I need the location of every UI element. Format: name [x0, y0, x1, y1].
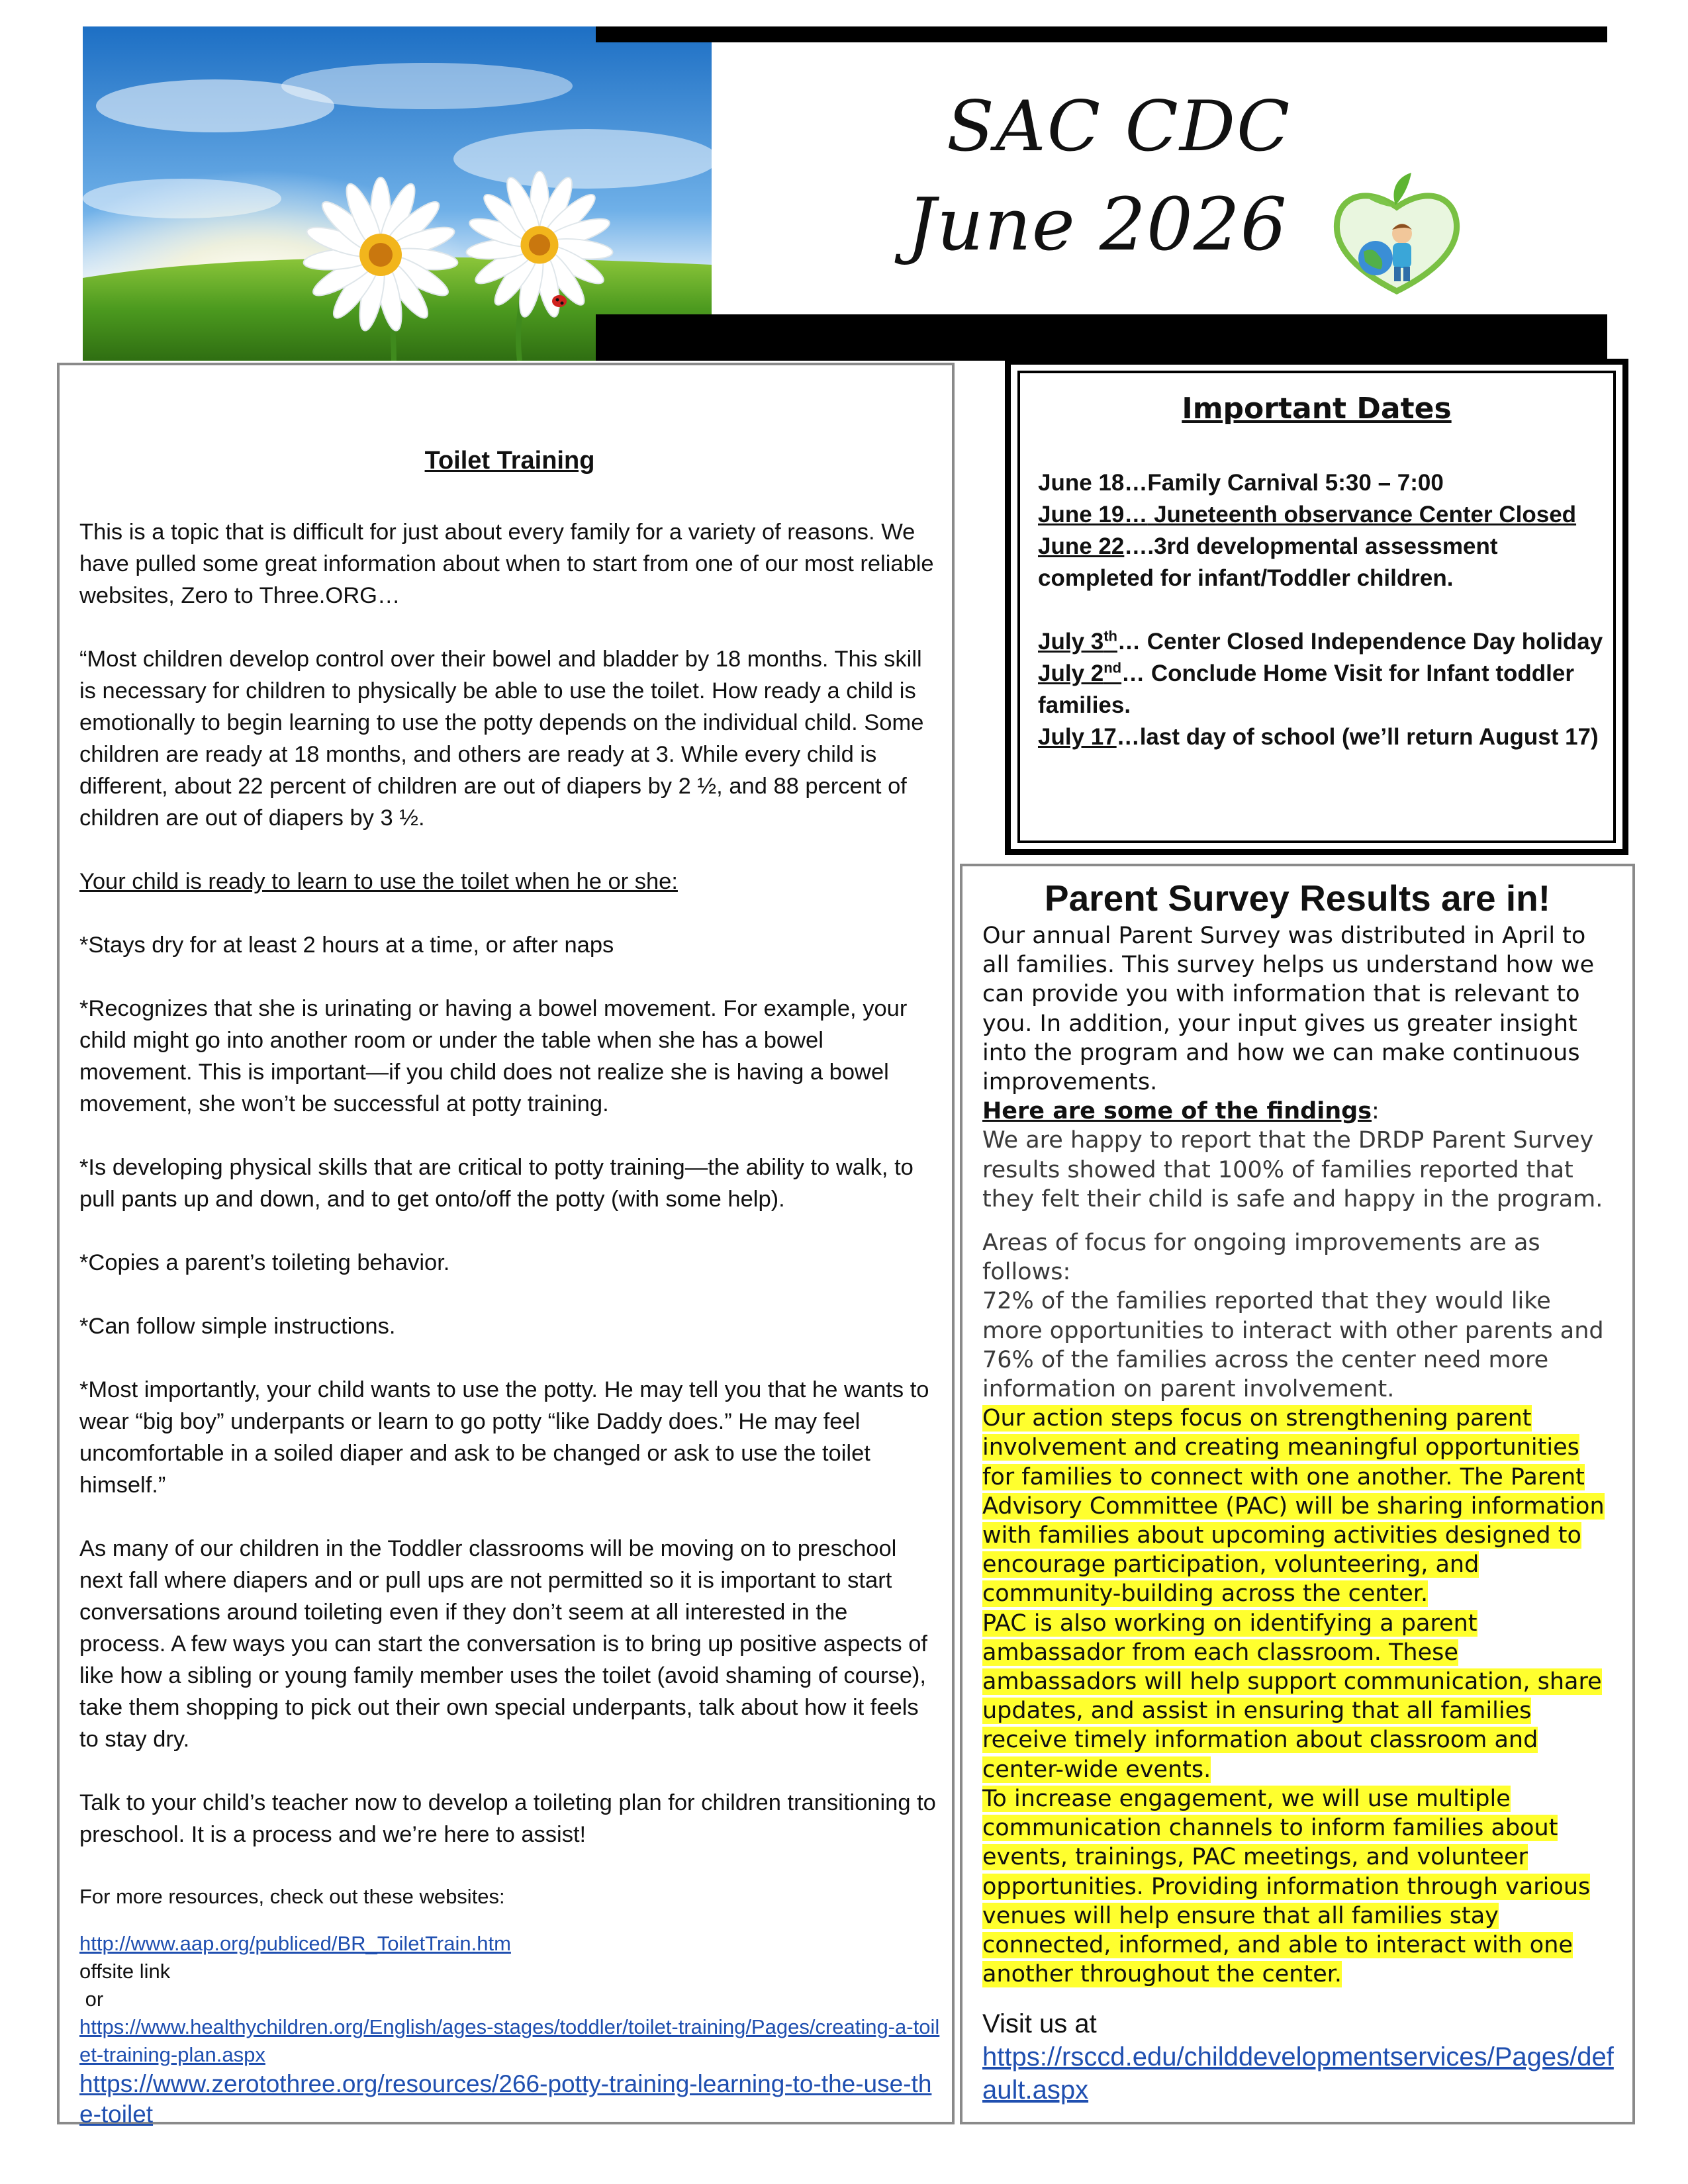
- date-suffix: nd: [1103, 659, 1122, 676]
- highlighted-text: PAC is also working on identifying a parent ambassador from each classroom. These ambassadors will help support communication, share updates, and assist in ensuring that all families receive timely information about classroom and center-wide events.: [982, 1610, 1602, 1783]
- findings-heading: [982, 1097, 1618, 1126]
- findings-colon: :: [1372, 1098, 1380, 1125]
- date-item: [1038, 499, 1607, 531]
- readiness-sign: *Recognizes that she is urinating or having a bowel movement. For example, your child might go into another room or under the table when she has a bowel movement. This is important—if you child does not realize she is having a bowel movement, she won’t be successful at potty training.: [79, 996, 908, 1116]
- healthychildren-link[interactable]: https://www.healthychildren.org/English/ages-stages/toddler/toilet-training/Pages/creating-a-toilet-training-plan.aspx: [79, 2015, 940, 2066]
- highlighted-text: To increase engagement, we will use multiple communication channels to inform families about events, trainings, PAC meetings, and volunteer opportunities. Providing information through various venues will help ensure that all families stay connected, informed, and able to interact with one another throughout the center.: [982, 1785, 1591, 1988]
- date-suffix: th: [1103, 627, 1117, 645]
- date-label: June 19…: [1038, 502, 1148, 527]
- readiness-sign: *Copies a parent’s toileting behavior.: [79, 1250, 450, 1275]
- visit-us: [982, 2007, 1618, 2107]
- article-intro: This is a topic that is difficult for just about every family for a variety of reasons. We have pulled some great information about when to start from one of our most reliable websites, Zero to Three.ORG…: [79, 520, 934, 608]
- date-label-text: July 2: [1038, 660, 1104, 686]
- survey-intro: Our annual Parent Survey was distributed in April to all families. This survey helps us understand how we can provide you with information that is relevant to you. In addition, your input gives us greater insight into the program and how we can make continuous improvements.: [982, 923, 1595, 1096]
- toilet-training-article: [79, 445, 940, 2130]
- zerotothree-link[interactable]: https://www.zerotothree.org/resources/266-potty-training-learning-to-the-use-the-toilet: [79, 2070, 932, 2128]
- date-item-underlined: [1038, 502, 1576, 527]
- newsletter-title: SAC CDC: [947, 86, 1291, 167]
- ambassador-paragraph: [982, 1609, 1618, 1784]
- important-dates-title-text: Important Dates: [1182, 392, 1452, 426]
- readiness-sign: *Is developing physical skills that are critical to potty training—the ability to walk, to pull pants up and down, and to get onto/off the potty (with some help).: [79, 1155, 914, 1212]
- apple-heart-logo-icon: [1324, 169, 1470, 301]
- daisy-field-illustration: [83, 26, 712, 361]
- readiness-sign: *Can follow simple instructions.: [79, 1314, 396, 1339]
- survey-body: [982, 921, 1618, 2107]
- readiness-sign: *Stays dry for at least 2 hours at a time, or after naps: [79, 933, 614, 958]
- or-label: or: [79, 1987, 104, 2011]
- date-label: [1038, 629, 1117, 655]
- article-title: Toilet Training: [424, 447, 595, 475]
- date-text: Juneteenth observance Center Closed: [1147, 502, 1577, 527]
- date-item: [1038, 467, 1607, 499]
- date-text: … Center Closed Independence Day holiday: [1117, 629, 1603, 655]
- date-item: [1038, 626, 1607, 658]
- date-label-text: July 3: [1038, 629, 1104, 655]
- resources-intro: For more resources, check out these websites:: [79, 1885, 505, 1908]
- engagement-paragraph: [982, 1784, 1618, 1989]
- resource-links: [79, 1930, 940, 2130]
- survey-happy-result: We are happy to report that the DRDP Parent Survey results showed that 100% of families reported that they felt their child is safe and happy in the program.: [982, 1127, 1603, 1212]
- date-text: … Conclude Home Visit for Infant toddler families.: [1038, 660, 1574, 718]
- important-dates-list: [1038, 467, 1607, 753]
- findings-label: Here are some of the findings: [982, 1098, 1372, 1125]
- header-bottom-bar: [596, 314, 1607, 361]
- date-label: June 22: [1038, 533, 1125, 559]
- date-text: ….3rd developmental assessment completed for infant/Toddler children.: [1038, 533, 1498, 591]
- date-item: [1038, 721, 1607, 753]
- date-item: [1038, 658, 1607, 721]
- date-label: July 17: [1038, 724, 1117, 750]
- readiness-sign: *Most importantly, your child wants to use the potty. He may tell you that he wants to wear “big boy” underpants or learn to go potty “like Daddy does.” He may feel uncomfortable in a soiled diaper and ask to be changed or ask to use the toilet himself.”: [79, 1377, 929, 1498]
- readiness-heading: Your child is ready to learn to use the toilet when he or she:: [79, 869, 678, 894]
- header-top-bar: [596, 26, 1607, 42]
- survey-title: Parent Survey Results are in!: [1044, 878, 1551, 919]
- aap-link[interactable]: http://www.aap.org/publiced/BR_ToiletTrain.htm: [79, 1932, 511, 1955]
- survey-focus-heading: Areas of focus for ongoing improvements are as follows:: [982, 1230, 1540, 1286]
- date-label: June 18…: [1038, 470, 1148, 496]
- date-item: [1038, 531, 1607, 594]
- newsletter-date: June 2026: [907, 182, 1288, 267]
- action-steps-paragraph: [982, 1404, 1618, 1608]
- date-label: [1038, 660, 1121, 686]
- visit-label: Visit us at: [982, 2009, 1097, 2039]
- offsite-label: offsite link: [79, 1960, 171, 1983]
- toddler-paragraph: As many of our children in the Toddler classrooms will be moving on to preschool next fall where diapers and or pull ups are not permitted so it is important to start conversations around toileting even if they don’t seem at all interested in the process. A few ways you can start the conversation is to bring up positive aspects of like how a sibling or young family member uses the toilet (avoid shaming of course), take them shopping to pick out their own special underpants, talk about how it feels to stay dry.: [79, 1536, 927, 1752]
- hero-flower-image: [83, 26, 712, 361]
- important-dates-title: [1017, 392, 1616, 426]
- date-text: …last day of school (we’ll return August 17): [1116, 724, 1599, 750]
- article-quote: “Most children develop control over their bowel and bladder by 18 months. This skill is necessary for children to physically be able to use the toilet. How ready a child is emotionally to begin learning to use the potty depends on the individual child. Some children are ready at 18 months, and others are ready at 3. While every child is different, about 22 percent of children are out of diapers by 2 ½, and 88 percent of children are out of diapers by 3 ½.: [79, 647, 924, 831]
- rsccd-link[interactable]: https://rsccd.edu/childdevelopmentservices/Pages/default.aspx: [982, 2042, 1614, 2105]
- date-text: Family Carnival 5:30 – 7:00: [1147, 470, 1444, 496]
- survey-stats: 72% of the families reported that they would like more opportunities to interact with other parents and 76% of the families across the center need more information on parent involvement.: [982, 1288, 1604, 1403]
- highlighted-text: Our action steps focus on strengthening parent involvement and creating meaningful opportunities for families to connect with one another. The Parent Advisory Committee (PAC) will be sharing information with families about upcoming activities designed to encourage participation, volunteering, and community-building across the center.: [982, 1405, 1605, 1608]
- teacher-paragraph: Talk to your child’s teacher now to develop a toileting plan for children transitioning to preschool. It is a process and we’re here to assist!: [79, 1790, 936, 1847]
